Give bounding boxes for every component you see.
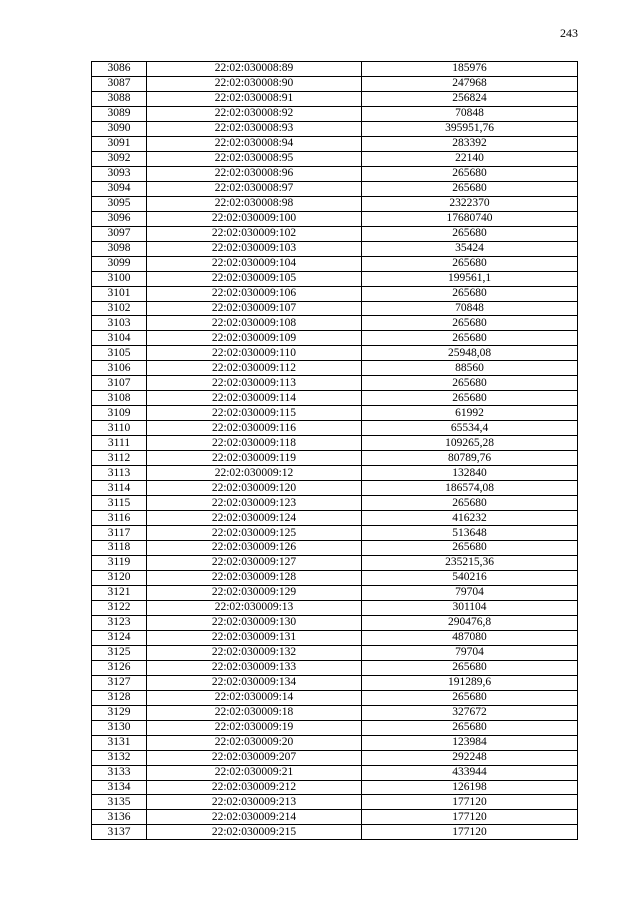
table-row — [92, 675, 578, 690]
cadastral-number-cell: 22:02:030009:134 — [147, 675, 362, 690]
table-row — [92, 630, 578, 645]
value-cell: 301104 — [362, 600, 578, 615]
table-row — [92, 660, 578, 675]
value-cell: 199561,1 — [362, 271, 578, 286]
table-row — [92, 436, 578, 451]
row-number-cell: 3117 — [92, 526, 147, 541]
row-number-cell: 3118 — [92, 541, 147, 556]
value-cell: 247968 — [362, 76, 578, 91]
value-cell: 265680 — [362, 496, 578, 511]
table-row — [92, 271, 578, 286]
cadastral-number-cell: 22:02:030009:118 — [147, 436, 362, 451]
table-row — [92, 226, 578, 241]
row-number-cell: 3103 — [92, 316, 147, 331]
table-row — [92, 211, 578, 226]
row-number-cell: 3136 — [92, 810, 147, 825]
cadastral-number-cell: 22:02:030009:103 — [147, 241, 362, 256]
table-row — [92, 645, 578, 660]
row-number-cell: 3121 — [92, 585, 147, 600]
value-cell: 186574,08 — [362, 481, 578, 496]
table-row — [92, 690, 578, 705]
table-row — [92, 750, 578, 765]
cadastral-number-cell: 22:02:030009:114 — [147, 391, 362, 406]
cadastral-number-cell: 22:02:030009:12 — [147, 466, 362, 481]
cadastral-number-cell: 22:02:030009:214 — [147, 810, 362, 825]
value-cell: 265680 — [362, 541, 578, 556]
value-cell: 132840 — [362, 466, 578, 481]
cadastral-number-cell: 22:02:030009:112 — [147, 361, 362, 376]
table-row — [92, 76, 578, 91]
table-row — [92, 570, 578, 585]
row-number-cell: 3111 — [92, 436, 147, 451]
row-number-cell: 3110 — [92, 421, 147, 436]
value-cell: 265680 — [362, 256, 578, 271]
row-number-cell: 3124 — [92, 630, 147, 645]
table-row — [92, 196, 578, 211]
value-cell: 79704 — [362, 585, 578, 600]
row-number-cell: 3126 — [92, 660, 147, 675]
row-number-cell: 3104 — [92, 331, 147, 346]
value-cell: 487080 — [362, 630, 578, 645]
cadastral-number-cell: 22:02:030009:102 — [147, 226, 362, 241]
value-cell: 265680 — [362, 690, 578, 705]
table-row — [92, 376, 578, 391]
value-cell: 265680 — [362, 316, 578, 331]
table-row — [92, 301, 578, 316]
row-number-cell: 3119 — [92, 555, 147, 570]
value-cell: 65534,4 — [362, 421, 578, 436]
row-number-cell: 3098 — [92, 241, 147, 256]
table-row — [92, 780, 578, 795]
value-cell: 235215,36 — [362, 555, 578, 570]
cadastral-number-cell: 22:02:030009:132 — [147, 645, 362, 660]
value-cell: 17680740 — [362, 211, 578, 226]
row-number-cell: 3137 — [92, 825, 147, 840]
value-cell: 540216 — [362, 570, 578, 585]
row-number-cell: 3101 — [92, 286, 147, 301]
value-cell: 416232 — [362, 511, 578, 526]
table-row — [92, 720, 578, 735]
row-number-cell: 3114 — [92, 481, 147, 496]
row-number-cell: 3088 — [92, 91, 147, 106]
value-cell: 126198 — [362, 780, 578, 795]
value-cell: 265680 — [362, 376, 578, 391]
table-row — [92, 705, 578, 720]
row-number-cell: 3115 — [92, 496, 147, 511]
table-row — [92, 481, 578, 496]
row-number-cell: 3086 — [92, 62, 147, 77]
table-row — [92, 361, 578, 376]
value-cell: 2322370 — [362, 196, 578, 211]
row-number-cell: 3096 — [92, 211, 147, 226]
row-number-cell: 3109 — [92, 406, 147, 421]
value-cell: 80789,76 — [362, 451, 578, 466]
cadastral-number-cell: 22:02:030009:213 — [147, 795, 362, 810]
table-row — [92, 391, 578, 406]
value-cell: 265680 — [362, 660, 578, 675]
value-cell: 265680 — [362, 391, 578, 406]
value-cell: 513648 — [362, 526, 578, 541]
value-cell: 22140 — [362, 151, 578, 166]
table-row — [92, 526, 578, 541]
value-cell: 265680 — [362, 166, 578, 181]
table-body — [92, 62, 578, 840]
row-number-cell: 3135 — [92, 795, 147, 810]
table-row — [92, 585, 578, 600]
row-number-cell: 3123 — [92, 615, 147, 630]
cadastral-number-cell: 22:02:030009:119 — [147, 451, 362, 466]
row-number-cell: 3130 — [92, 720, 147, 735]
table-row — [92, 451, 578, 466]
value-cell: 185976 — [362, 62, 578, 77]
table-row — [92, 136, 578, 151]
value-cell: 265680 — [362, 720, 578, 735]
row-number-cell: 3108 — [92, 391, 147, 406]
cadastral-number-cell: 22:02:030009:19 — [147, 720, 362, 735]
value-cell: 292248 — [362, 750, 578, 765]
cadastral-number-cell: 22:02:030009:212 — [147, 780, 362, 795]
page-number: 243 — [560, 26, 578, 40]
table-row — [92, 181, 578, 196]
cadastral-number-cell: 22:02:030009:113 — [147, 376, 362, 391]
row-number-cell: 3125 — [92, 645, 147, 660]
cadastral-number-cell: 22:02:030009:120 — [147, 481, 362, 496]
cadastral-number-cell: 22:02:030009:129 — [147, 585, 362, 600]
cadastral-number-cell: 22:02:030009:106 — [147, 286, 362, 301]
cadastral-number-cell: 22:02:030009:100 — [147, 211, 362, 226]
row-number-cell: 3091 — [92, 136, 147, 151]
value-cell: 283392 — [362, 136, 578, 151]
row-number-cell: 3089 — [92, 106, 147, 121]
row-number-cell: 3106 — [92, 361, 147, 376]
table-row — [92, 810, 578, 825]
table-row — [92, 511, 578, 526]
value-cell: 70848 — [362, 106, 578, 121]
row-number-cell: 3116 — [92, 511, 147, 526]
value-cell: 191289,6 — [362, 675, 578, 690]
value-cell: 177120 — [362, 825, 578, 840]
cadastral-number-cell: 22:02:030008:92 — [147, 106, 362, 121]
row-number-cell: 3131 — [92, 735, 147, 750]
row-number-cell: 3113 — [92, 466, 147, 481]
cadastral-number-cell: 22:02:030008:98 — [147, 196, 362, 211]
cadastral-number-cell: 22:02:030008:95 — [147, 151, 362, 166]
row-number-cell: 3128 — [92, 690, 147, 705]
value-cell: 256824 — [362, 91, 578, 106]
cadastral-number-cell: 22:02:030009:110 — [147, 346, 362, 361]
row-number-cell: 3105 — [92, 346, 147, 361]
cadastral-number-cell: 22:02:030009:124 — [147, 511, 362, 526]
value-cell: 290476,8 — [362, 615, 578, 630]
table-row — [92, 121, 578, 136]
value-cell: 79704 — [362, 645, 578, 660]
value-cell: 61992 — [362, 406, 578, 421]
row-number-cell: 3120 — [92, 570, 147, 585]
cadastral-number-cell: 22:02:030008:90 — [147, 76, 362, 91]
value-cell: 88560 — [362, 361, 578, 376]
table-row — [92, 316, 578, 331]
table-row — [92, 166, 578, 181]
cadastral-number-cell: 22:02:030009:131 — [147, 630, 362, 645]
value-cell: 177120 — [362, 810, 578, 825]
cadastral-number-cell: 22:02:030009:128 — [147, 570, 362, 585]
value-cell: 35424 — [362, 241, 578, 256]
cadastral-number-cell: 22:02:030008:93 — [147, 121, 362, 136]
table-row — [92, 151, 578, 166]
value-cell: 123984 — [362, 735, 578, 750]
table-row — [92, 346, 578, 361]
value-cell: 395951,76 — [362, 121, 578, 136]
row-number-cell: 3132 — [92, 750, 147, 765]
table-row — [92, 331, 578, 346]
cadastral-number-cell: 22:02:030009:130 — [147, 615, 362, 630]
row-number-cell: 3097 — [92, 226, 147, 241]
row-number-cell: 3099 — [92, 256, 147, 271]
value-cell: 177120 — [362, 795, 578, 810]
cadastral-number-cell: 22:02:030008:94 — [147, 136, 362, 151]
cadastral-number-cell: 22:02:030009:116 — [147, 421, 362, 436]
table-row — [92, 615, 578, 630]
cadastral-number-cell: 22:02:030009:18 — [147, 705, 362, 720]
cadastral-number-cell: 22:02:030009:107 — [147, 301, 362, 316]
table-row — [92, 795, 578, 810]
value-cell: 265680 — [362, 226, 578, 241]
table-row — [92, 406, 578, 421]
table-row — [92, 765, 578, 780]
table-row — [92, 106, 578, 121]
cadastral-number-cell: 22:02:030009:125 — [147, 526, 362, 541]
row-number-cell: 3100 — [92, 271, 147, 286]
cadastral-number-cell: 22:02:030009:20 — [147, 735, 362, 750]
table-row — [92, 421, 578, 436]
cadastral-number-cell: 22:02:030009:109 — [147, 331, 362, 346]
table-row — [92, 91, 578, 106]
row-number-cell: 3133 — [92, 765, 147, 780]
table-row — [92, 825, 578, 840]
table-row — [92, 286, 578, 301]
table-row — [92, 466, 578, 481]
cadastral-number-cell: 22:02:030009:14 — [147, 690, 362, 705]
table-row — [92, 600, 578, 615]
data-table — [91, 61, 578, 840]
table-row — [92, 496, 578, 511]
value-cell: 265680 — [362, 286, 578, 301]
cadastral-number-cell: 22:02:030009:13 — [147, 600, 362, 615]
table-row — [92, 62, 578, 77]
row-number-cell: 3087 — [92, 76, 147, 91]
cadastral-number-cell: 22:02:030008:96 — [147, 166, 362, 181]
value-cell: 433944 — [362, 765, 578, 780]
table-row — [92, 555, 578, 570]
table-row — [92, 541, 578, 556]
cadastral-number-cell: 22:02:030008:89 — [147, 62, 362, 77]
cadastral-number-cell: 22:02:030009:126 — [147, 541, 362, 556]
value-cell: 327672 — [362, 705, 578, 720]
cadastral-number-cell: 22:02:030009:207 — [147, 750, 362, 765]
cadastral-number-cell: 22:02:030009:105 — [147, 271, 362, 286]
cadastral-number-cell: 22:02:030009:115 — [147, 406, 362, 421]
table-row — [92, 256, 578, 271]
cadastral-number-cell: 22:02:030008:91 — [147, 91, 362, 106]
cadastral-number-cell: 22:02:030009:108 — [147, 316, 362, 331]
row-number-cell: 3095 — [92, 196, 147, 211]
cadastral-number-cell: 22:02:030009:133 — [147, 660, 362, 675]
row-number-cell: 3127 — [92, 675, 147, 690]
row-number-cell: 3102 — [92, 301, 147, 316]
row-number-cell: 3122 — [92, 600, 147, 615]
row-number-cell: 3090 — [92, 121, 147, 136]
table-row — [92, 241, 578, 256]
row-number-cell: 3093 — [92, 166, 147, 181]
value-cell: 70848 — [362, 301, 578, 316]
cadastral-number-cell: 22:02:030008:97 — [147, 181, 362, 196]
cadastral-number-cell: 22:02:030009:215 — [147, 825, 362, 840]
value-cell: 109265,28 — [362, 436, 578, 451]
value-cell: 25948,08 — [362, 346, 578, 361]
cadastral-number-cell: 22:02:030009:123 — [147, 496, 362, 511]
cadastral-number-cell: 22:02:030009:104 — [147, 256, 362, 271]
table-row — [92, 735, 578, 750]
cadastral-number-cell: 22:02:030009:127 — [147, 555, 362, 570]
row-number-cell: 3107 — [92, 376, 147, 391]
row-number-cell: 3134 — [92, 780, 147, 795]
row-number-cell: 3112 — [92, 451, 147, 466]
value-cell: 265680 — [362, 331, 578, 346]
row-number-cell: 3094 — [92, 181, 147, 196]
cadastral-number-cell: 22:02:030009:21 — [147, 765, 362, 780]
row-number-cell: 3129 — [92, 705, 147, 720]
value-cell: 265680 — [362, 181, 578, 196]
row-number-cell: 3092 — [92, 151, 147, 166]
